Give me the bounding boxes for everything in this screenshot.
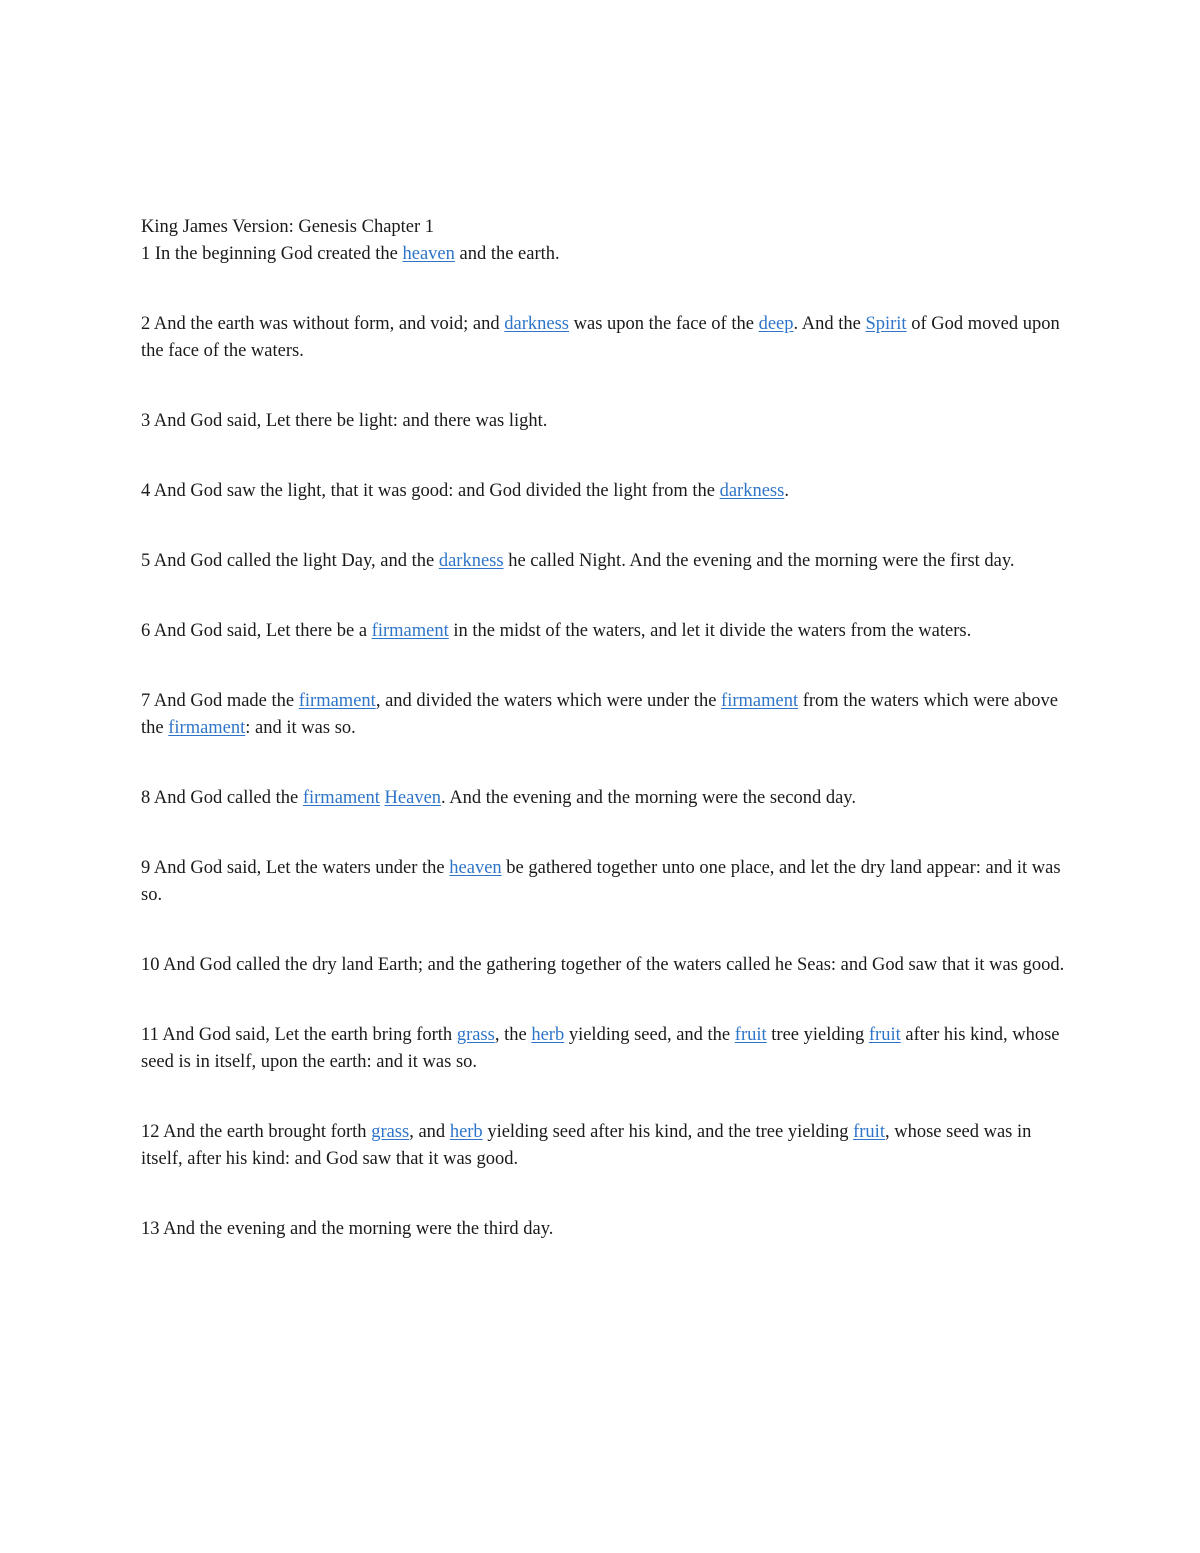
verse-text: , the: [494, 1025, 532, 1045]
verse-13: [141, 1216, 1066, 1243]
verse-9: [141, 855, 1066, 909]
verse-text: 9 And God said, Let the waters under the: [141, 858, 450, 878]
verse-11: [141, 1022, 1066, 1076]
verse-text: 10 And God called the dry land Earth; and the gathering together of the waters called he Seas: and God saw that it was good.: [141, 955, 1065, 975]
term-link-fruit[interactable]: fruit: [734, 1025, 767, 1045]
term-link-fruit[interactable]: fruit: [868, 1025, 901, 1045]
term-link-deep[interactable]: deep: [758, 314, 794, 334]
term-link-grass[interactable]: grass: [456, 1025, 495, 1045]
verse-list: [141, 241, 1066, 1243]
verse-4: [141, 478, 1066, 505]
term-link-firmament[interactable]: firmament: [302, 788, 380, 808]
term-link-darkness[interactable]: darkness: [504, 314, 569, 334]
term-link-heaven[interactable]: heaven: [449, 858, 502, 878]
term-link-heaven[interactable]: Heaven: [384, 788, 442, 808]
verse-5: [141, 548, 1066, 575]
verse-text: after his kind, whose seed is in itself, upon the earth: and it was so.: [141, 1025, 1060, 1072]
verse-text: yielding seed, and the: [564, 1025, 735, 1045]
verse-text: 3 And God said, Let there be light: and there was light.: [141, 411, 548, 431]
term-link-herb[interactable]: herb: [449, 1122, 483, 1142]
verse-text: in the midst of the waters, and let it divide the waters from the waters.: [448, 621, 972, 641]
verse-10: [141, 952, 1066, 979]
term-link-firmament[interactable]: firmament: [168, 718, 246, 738]
term-link-firmament[interactable]: firmament: [298, 691, 376, 711]
document-title: King James Version: Genesis Chapter 1: [141, 217, 435, 237]
verse-text: : and it was so.: [245, 718, 356, 738]
verse-6: [141, 618, 1066, 645]
verse-7: [141, 688, 1066, 742]
term-link-heaven[interactable]: heaven: [402, 244, 455, 264]
verse-text: he called Night. And the evening and the morning were the first day.: [503, 551, 1015, 571]
verse-text: of God moved upon the face of the waters.: [141, 314, 1060, 361]
verse-12: [141, 1119, 1066, 1173]
verse-text: 13 And the evening and the morning were the third day.: [141, 1219, 554, 1239]
term-link-darkness[interactable]: darkness: [719, 481, 785, 501]
verse-text: was upon the face of the: [569, 314, 759, 334]
verse-text: 12 And the earth brought forth: [141, 1122, 372, 1142]
term-link-fruit[interactable]: fruit: [853, 1122, 885, 1142]
verse-8: [141, 785, 1066, 812]
verse-text: 1 In the beginning God created the: [141, 244, 403, 264]
verse-text: 2 And the earth was without form, and void; and: [141, 314, 505, 334]
verse-text: from the waters which were above the: [141, 691, 1059, 738]
term-link-firmament[interactable]: firmament: [721, 691, 799, 711]
verse-text: , whose seed was in itself, after his kind: and God saw that it was good.: [141, 1122, 1032, 1169]
verse-text: , and divided the waters which were under the: [375, 691, 722, 711]
term-link-firmament[interactable]: firmament: [371, 621, 449, 641]
verse-text: 11 And God said, Let the earth bring forth: [141, 1025, 457, 1045]
term-link-darkness[interactable]: darkness: [438, 551, 504, 571]
verse-2: [141, 311, 1066, 365]
verse-text: .: [784, 481, 789, 501]
verse-text: tree yielding: [766, 1025, 869, 1045]
verse-text: and the earth.: [454, 244, 560, 264]
verse-1: [141, 241, 1066, 268]
verse-text: , and: [409, 1122, 450, 1142]
verse-text: yielding seed after his kind, and the tree yielding: [482, 1122, 854, 1142]
term-link-grass[interactable]: grass: [371, 1122, 410, 1142]
term-link-spirit[interactable]: Spirit: [865, 314, 907, 334]
verse-text: 7 And God made the: [141, 691, 299, 711]
document-page: [141, 214, 1066, 1286]
verse-text: . And the evening and the morning were the second day.: [441, 788, 856, 808]
verse-3: [141, 408, 1066, 435]
verse-text: . And the: [793, 314, 866, 334]
verse-text: 6 And God said, Let there be a: [141, 621, 372, 641]
verse-text: 4 And God saw the light, that it was good: and God divided the light from the: [141, 481, 720, 501]
term-link-herb[interactable]: herb: [531, 1025, 565, 1045]
verse-text: 5 And God called the light Day, and the: [141, 551, 439, 571]
verse-text: be gathered together unto one place, and let the dry land appear: and it was so.: [141, 858, 1061, 905]
verse-text: 8 And God called the: [141, 788, 303, 808]
